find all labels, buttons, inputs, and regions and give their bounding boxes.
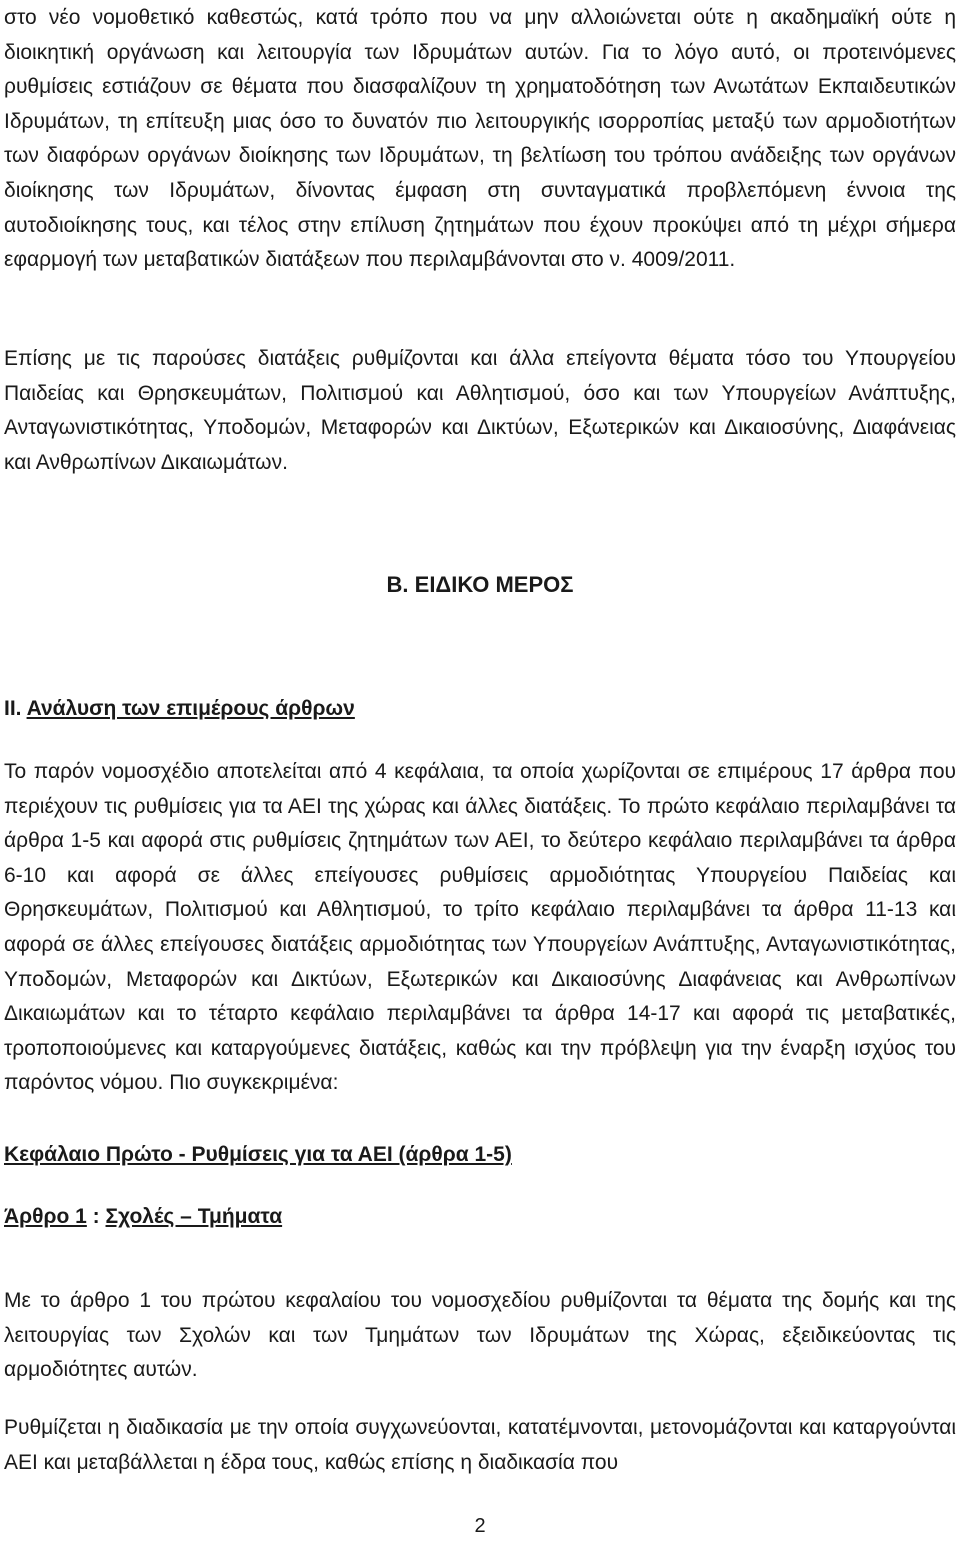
heading-special-part: Β. ΕΙΔΙΚΟ ΜΕΡΟΣ — [386, 572, 574, 597]
heading-chapter-one: Κεφάλαιο Πρώτο - Ρυθμίσεις για τα ΑΕΙ (άρθρα 1-5) — [4, 1143, 512, 1166]
paragraph-structure: Το παρόν νομοσχέδιο αποτελείται από 4 κεφάλαια, τα οποία χωρίζονται σε επιμέρους 17 άρθρα που περιέχουν τις ρυθμίσεις για τα ΑΕΙ της χώρας και άλλες διατάξεις. Το πρώτο κεφάλαιο περιλαμβάνει τα άρθρα 1-5 και αφορά στις ρυθμίσεις ζητημάτων των ΑΕΙ, το δεύτερο κεφάλαιο περιλαμβάνει τα άρθρα 6-10 και αφορά σε άλλες επείγουσες ρυθμίσεις αρμοδιότητας Υπουργείου Παιδείας και Θρησκευμάτων, Πολιτισμού και Αθλητισμού, το τρίτο κεφάλαιο περιλαμβάνει τα άρθρα 11-13 και αφορά σε άλλες επείγουσες διατάξεις αρμοδιότητας των Υπουργείων Ανάπτυξης, Ανταγωνιστικότητας, Υποδομών, Μεταφορών και Δικτύων, Εξωτερικών και Δικαιοσύνης Διαφάνειας και Ανθρωπίνων Δικαιωμάτων και το τέταρτο κεφάλαιο περιλαμβάνει τα άρθρα 14-17 και αφορά τις μεταβατικές, τροποποιούμενες και καταργούμενες διατάξεις, καθώς και την πρόβλεψη για την έναρξη ισχύος του παρόντος νόμου. Πιο συγκεκριμένα: — [4, 760, 956, 1095]
heading-article-1 — [4, 1200, 282, 1234]
paragraph-merger: Ρυθμίζεται η διαδικασία με την οποία συγχωνεύονται, κατατέμνονται, μετονομάζονται και καταργούνται ΑΕΙ και μεταβάλλεται η έδρα τους, καθώς επίσης η διαδικασία που — [4, 1416, 956, 1474]
paragraph-intro: στο νέο νομοθετικό καθεστώς, κατά τρόπο που να μην αλλοιώνεται ούτε η ακαδημαϊκή ούτε η διοικητική οργάνωση και λειτουργία των Ιδρυμάτων αυτών. Για το λόγο αυτό, οι προτεινόμενες ρυθμίσεις εστιάζουν σε θέματα που διασφαλίζουν τη χρηματοδότηση των Ανωτάτων Εκπαιδευτικών Ιδρυμάτων, τη επίτευξη μιας όσο το δυνατόν πιο λειτουργικής ισορροπίας μεταξύ των αρμοδιοτήτων των διαφόρων οργάνων διοίκησης των Ιδρυμάτων, τη βελτίωση του τρόπου ανάδειξης των οργάνων διοίκησης των Ιδρυμάτων, δίνοντας έμφαση στη συνταγματικά προβλεπόμενη έννοια της αυτοδιοίκησης τους, και τέλος στην επίλυση ζητημάτων που έχουν προκύψει από τη μέχρι σήμερα εφαρμογή των μεταβατικών διατάξεων που περιλαμβάνονται στο ν. 4009/2011. — [4, 6, 956, 272]
article-separator: : — [86, 1205, 106, 1228]
paragraph-article-1: Με το άρθρο 1 του πρώτου κεφαλαίου του νομοσχεδίου ρυθμίζονται τα θέματα της δομής και της λειτουργίας των Σχολών και των Τμημάτων των Ιδρυμάτων της Χώρας, εξειδικεύοντας τις αρμοδιότητες αυτών. — [4, 1289, 956, 1382]
article-label: Άρθρο 1 — [4, 1205, 87, 1228]
section-number: ΙΙ. — [4, 697, 27, 720]
page-number: 2 — [474, 1515, 486, 1537]
section-title: Ανάλυση των επιμέρους άρθρων — [26, 697, 355, 720]
heading-section-ii — [4, 692, 355, 726]
article-title: Σχολές – Τμήματα — [105, 1205, 283, 1228]
paragraph-ministries: Επίσης με τις παρούσες διατάξεις ρυθμίζονται και άλλα επείγοντα θέματα τόσο του Υπουργείου Παιδείας και Θρησκευμάτων, Πολιτισμού και Αθλητισμού, όσο και των Υπουργείων Ανάπτυξης, Ανταγωνιστικότητας, Υποδομών, Μεταφορών και Δικτύων, Εξωτερικών και Δικαιοσύνης, Διαφάνειας και Ανθρωπίνων Δικαιωμάτων. — [4, 347, 956, 474]
